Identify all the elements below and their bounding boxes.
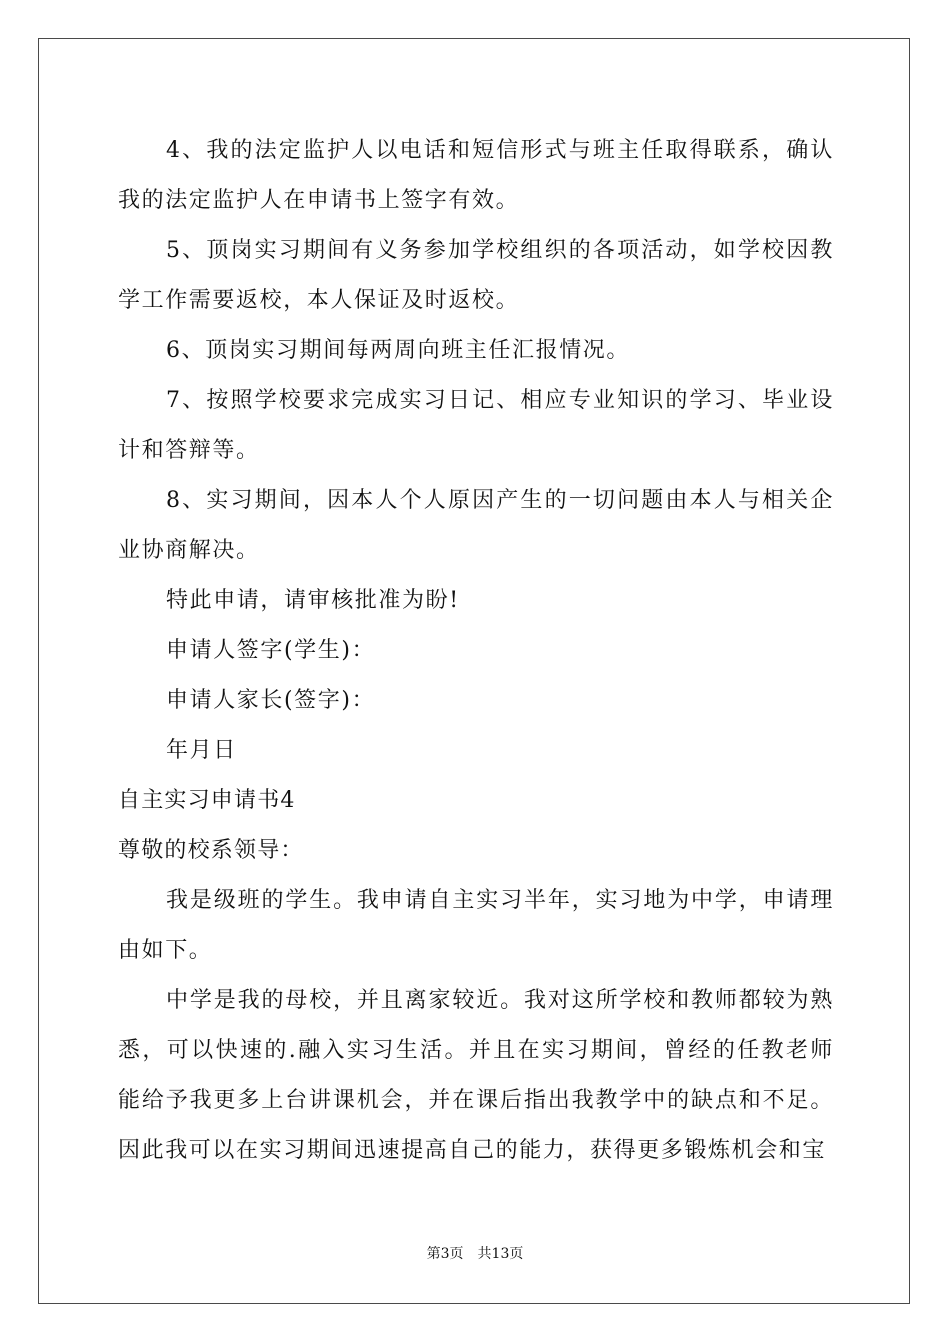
paragraph-item-8: 8、实习期间，因本人个人原因产生的一切问题由本人与相关企业协商解决。: [118, 488, 834, 563]
paragraph-item-5: 5、顶岗实习期间有义务参加学校组织的各项活动，如学校因教学工作需要返校，本人保证及时返校。: [118, 238, 834, 313]
body-paragraph-intro: 我是级班的学生。我申请自主实习半年，实习地为中学，申请理由如下。: [118, 888, 834, 963]
page-number-footer: 第3页 共13页: [426, 1246, 524, 1262]
body-paragraph-reason: 中学是我的母校，并且离家较近。我对这所学校和教师都较为熟悉，可以快速的.融入实习生活。并且在实习期间，曾经的任教老师能给予我更多上台讲课机会，并在课后指出我教学中的缺点和不足。因此我可以在实习期间迅速提高自己的能力，获得更多锻炼机会和宝: [118, 988, 834, 1163]
closing-request: 特此申请，请审核批准为盼!: [166, 588, 460, 613]
paragraph-item-4: 4、我的法定监护人以电话和短信形式与班主任取得联系，确认我的法定监护人在申请书上签字有效。: [118, 138, 834, 213]
section-title: 自主实习申请书4: [118, 788, 296, 813]
date-line: 年月日: [166, 738, 237, 763]
student-signature-line: 申请人签字(学生)：: [166, 638, 376, 663]
salutation: 尊敬的校系领导：: [118, 838, 304, 863]
paragraph-item-7: 7、按照学校要求完成实习日记、相应专业知识的学习、毕业设计和答辩等。: [118, 388, 834, 463]
parent-signature-line: 申请人家长(签字)：: [166, 688, 376, 713]
document-body: [118, 126, 834, 1176]
paragraph-item-6: 6、顶岗实习期间每两周向班主任汇报情况。: [166, 338, 630, 363]
